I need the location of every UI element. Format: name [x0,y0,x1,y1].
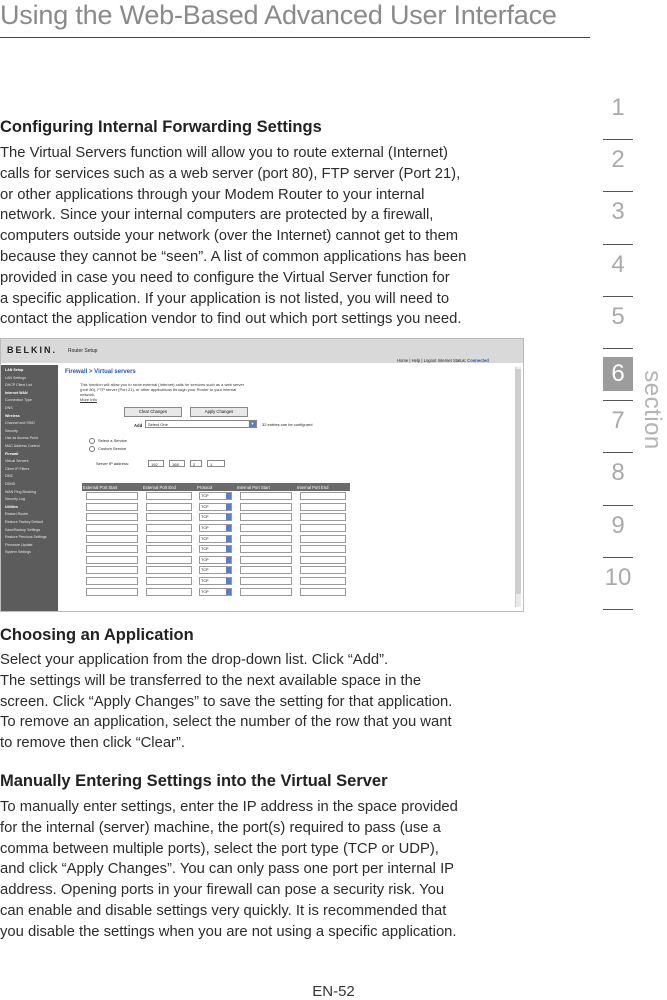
table-cell [142,523,196,534]
external-port-start-input[interactable] [86,566,138,574]
sidebar-item[interactable]: Client IP Filters [5,466,30,471]
title-divider [0,37,590,38]
table-cell [142,586,196,597]
table-cell [196,523,236,534]
table-cell [196,555,236,566]
paragraph-line: computers outside your network (over the Internet) cannot get to them [0,228,459,245]
ip-octet-4[interactable]: 1 [207,460,225,467]
sidebar-item[interactable]: Security [5,428,18,433]
sidebar-heading: Wireless [5,413,20,418]
external-port-end-input[interactable] [146,566,192,574]
internal-port-end-input[interactable] [300,535,346,543]
internal-port-end-input[interactable] [300,566,346,574]
internal-port-start-input[interactable] [240,545,292,553]
external-port-start-input[interactable] [86,588,138,596]
table-cell [296,586,350,597]
external-port-end-input[interactable] [146,503,192,511]
sidebar-item[interactable]: Use as Access Point [5,436,38,441]
table-row [82,555,350,566]
breadcrumb: Firewall > Virtual servers [65,369,136,375]
internal-port-end-input[interactable] [300,556,346,564]
sidebar-heading: Firewall [5,451,19,456]
paragraph-line: The Virtual Servers function will allow you to route external (Internet) [0,145,448,161]
application-select-value: Select One [148,422,168,427]
internal-port-start-input[interactable] [240,492,292,500]
chevron-down-icon[interactable] [226,567,231,573]
section-nav-item[interactable] [603,192,633,244]
paragraph-line: The settings will be transferred to the next available space in the [0,672,422,689]
router-top-links [397,358,489,363]
section-number: 10 [604,563,632,591]
sidebar-heading: Utilities [5,504,18,509]
table-cell [196,502,236,513]
table-cell [142,502,196,513]
protocol-value: TCP [201,526,209,531]
section-divider [603,609,633,610]
external-port-end-input[interactable] [146,492,192,500]
internal-port-end-input[interactable] [300,513,346,521]
page-title: Using the Web-Based Advanced User Interface [0,0,557,30]
table-cell [142,533,196,544]
internal-port-start-input[interactable] [240,513,292,521]
radio-custom-service-label: Custom Service [98,446,127,451]
protocol-select[interactable] [199,566,232,574]
table-cell [142,555,196,566]
sidebar-item[interactable]: Channel and SSID [5,421,35,426]
paragraph-manually [0,797,565,943]
section-heading-manually: Manually Entering Settings into the Virtual Server [0,772,388,790]
sidebar-item[interactable]: System Settings [5,550,31,555]
table-cell [296,555,350,566]
table-cell [142,512,196,523]
column-header: External Port Start [82,483,142,491]
more-info-link[interactable]: More Info [80,397,97,402]
table-cell [82,533,142,544]
table-cell [236,533,296,544]
internal-port-start-input[interactable] [240,577,292,585]
protocol-select[interactable] [199,535,232,543]
paragraph-line: calls for services such as a web server (port 80), FTP server (Port 21), [0,165,461,182]
column-header: Internal Port End [296,483,350,491]
column-header: Internal Port Start [236,483,296,491]
table-cell [142,565,196,576]
paragraph-line: provided in case you need to configure the Virtual Server function for [0,269,450,286]
sidebar-heading: LAN Setup [5,368,24,372]
paragraph-line: contact the application vendor to find out which port settings you need. [0,311,462,328]
table-cell [296,533,350,544]
section-nav-item[interactable] [603,506,633,558]
external-port-end-input[interactable] [146,535,192,543]
protocol-value: TCP [201,579,209,584]
sidebar-item[interactable]: Security Log [5,497,25,502]
internal-port-end-input[interactable] [300,577,346,585]
table-cell [236,544,296,555]
section-number: 3 [611,198,625,226]
chevron-down-icon[interactable] [226,525,231,531]
sidebar-item[interactable]: LAN Settings [5,375,26,380]
internal-port-start-input[interactable] [240,556,292,564]
sidebar-item[interactable]: Restore Previous Settings [5,535,47,540]
section-nav-item[interactable] [603,349,633,401]
internet-status-label: Internet Status: [437,358,466,363]
section-nav [603,88,633,610]
section-heading-configuring: Configuring Internal Forwarding Settings [0,118,322,136]
paragraph-line: To manually enter settings, enter the IP address in the space provided [0,799,458,815]
table-cell [196,491,236,502]
external-port-end-input[interactable] [146,588,192,596]
table-row [82,533,350,544]
table-cell [196,512,236,523]
sidebar-item[interactable]: DHCP Client List [5,383,32,388]
sidebar-item[interactable]: MAC Address Control [5,444,40,448]
table-cell [236,576,296,587]
internet-status-value: Connected [467,358,489,363]
section-number: 6 [603,357,633,391]
table-cell [82,565,142,576]
internal-port-end-input[interactable] [300,503,346,511]
sidebar-item[interactable]: Virtual Servers [5,459,29,464]
protocol-select[interactable] [199,577,232,585]
sidebar-heading: Internet WAN [5,390,28,395]
application-select[interactable] [145,420,257,428]
protocol-select[interactable] [199,503,232,511]
table-cell [196,586,236,597]
section-nav-item[interactable] [603,453,633,505]
external-port-start-input[interactable] [86,577,138,585]
section-label-text: section [639,370,666,450]
section-number: 4 [611,250,625,278]
chevron-down-icon[interactable] [226,514,231,520]
paragraph-line: comma between multiple ports), select the port type (TCP or UDP), [0,840,439,857]
description-line: This function will allow you to route external (Internet) calls for services such as a web server [80,382,245,387]
paragraph-line: you disable the settings when you are not using a specific application. [0,923,457,940]
internal-port-start-input[interactable] [240,535,292,543]
sidebar-item[interactable]: DDNS [5,482,16,486]
radio-select-service[interactable] [89,438,95,444]
section-nav-item[interactable] [603,297,633,349]
protocol-value: TCP [201,589,209,594]
table-cell [82,523,142,534]
chevron-down-icon[interactable] [226,504,231,510]
table-cell [296,576,350,587]
table-header-row [82,483,350,491]
internal-port-start-input[interactable] [240,566,292,574]
router-main-panel [62,365,512,609]
table-cell [296,523,350,534]
chevron-down-icon[interactable] [226,546,231,552]
sidebar-item[interactable]: Restart Router [5,512,29,517]
table-cell [296,491,350,502]
paragraph-line: can enable and disable settings very quickly. It is recommended that [0,902,447,919]
column-header: External Port End [142,483,196,491]
table-cell [82,576,142,587]
server-ip-label: Server IP address: [96,461,130,466]
section-nav-item[interactable] [603,558,633,610]
paragraph-line: for the internal (server) machine, the port(s) required to pass (use a [0,819,441,836]
section-nav-item[interactable] [603,88,633,140]
table-row [82,502,350,513]
external-port-start-input[interactable] [86,524,138,532]
protocol-value: TCP [201,568,209,573]
chevron-down-icon[interactable] [226,493,231,499]
radio-select-service-label: Select a Service [98,438,127,443]
protocol-select[interactable] [199,524,232,532]
radio-custom-service[interactable] [89,446,95,452]
sidebar-item[interactable]: WAN Ping Blocking [5,489,37,494]
ip-octet-1[interactable]: 192 [148,460,164,467]
entries-note: 32 entries can be configured [262,422,313,427]
paragraph-line: or other applications through your Modem Router to your internal [0,186,425,203]
paragraph-choosing [0,650,565,754]
apply-changes-button[interactable]: Apply Changes [190,407,248,417]
router-sidebar [1,365,58,611]
paragraph-configuring [0,143,565,330]
router-setup-title: Router Setup [68,348,98,354]
external-port-start-input[interactable] [86,513,138,521]
table-cell [82,491,142,502]
sidebar-item[interactable]: DMZ [5,474,13,479]
description-line: (port 80), FTP server (Port 21), or other applications through your Router to your internal [80,387,237,392]
protocol-value: TCP [201,504,209,509]
paragraph-line: because they cannot be “seen”. A list of common applications has been [0,248,467,265]
paragraph-line: To remove an application, select the number of the row that you want [0,714,452,731]
chevron-down-icon[interactable] [226,589,231,595]
table-cell [236,586,296,597]
paragraph-line: screen. Click “Apply Changes” to save the setting for that application. [0,693,453,710]
sidebar-item[interactable]: Save/Backup Settings [5,527,41,532]
paragraph-line: Select your application from the drop-down list. Click “Add”. [0,652,389,668]
protocol-value: TCP [201,494,209,499]
section-number: 7 [611,407,625,435]
table-cell [296,544,350,555]
table-cell [82,544,142,555]
table-cell [142,491,196,502]
chevron-down-icon[interactable] [226,578,231,584]
table-cell [142,576,196,587]
section-number: 5 [611,302,625,330]
paragraph-line: address. Opening ports in your firewall can pose a security risk. You [0,882,445,899]
sidebar-item[interactable]: Restore Factory Default [5,520,43,524]
table-cell [196,544,236,555]
chevron-down-icon[interactable] [226,536,231,542]
paragraph-line: a specific application. If your application is not listed, you will need to [0,290,450,307]
ip-octet-3[interactable]: 2 [190,460,202,467]
external-port-end-input[interactable] [146,524,192,532]
section-heading-choosing: Choosing an Application [0,626,194,644]
chevron-down-icon[interactable]: ▼ [250,421,255,426]
internal-port-start-input[interactable] [240,588,292,596]
sidebar-item[interactable]: DNS [5,406,13,410]
table-row [82,512,350,523]
ip-octet-2[interactable]: 168 [169,460,185,467]
protocol-select[interactable] [199,492,232,500]
table-row [82,576,350,587]
internal-port-end-input[interactable] [300,545,346,553]
table-cell [82,586,142,597]
paragraph-line: to remove then click “Clear”. [0,735,186,752]
table-row [82,544,350,555]
table-cell [82,555,142,566]
table-row [82,523,350,534]
top-links[interactable]: Home | Help | Logout [397,358,437,363]
internal-port-start-input[interactable] [240,524,292,532]
table-cell [236,512,296,523]
table-cell [296,512,350,523]
external-port-end-input[interactable] [146,513,192,521]
protocol-value: TCP [201,515,209,520]
router-setup-screenshot [0,338,524,612]
table-cell [196,533,236,544]
external-port-start-input[interactable] [86,545,138,553]
table-cell [296,502,350,513]
sidebar-item[interactable]: Firmware Update [5,542,33,547]
table-cell [296,565,350,576]
table-cell [82,502,142,513]
section-number: 8 [611,459,625,487]
external-port-end-input[interactable] [146,545,192,553]
column-header: Protocol [196,483,236,491]
protocol-select[interactable] [199,588,232,596]
scrollbar[interactable] [515,367,521,607]
paragraph-line: network. Since your internal computers are protected by a firewall, [0,207,434,224]
external-port-end-input[interactable] [146,556,192,564]
chevron-down-icon[interactable] [226,557,231,563]
table-cell [236,565,296,576]
protocol-select[interactable] [199,556,232,564]
internal-port-end-input[interactable] [300,492,346,500]
paragraph-line: and click “Apply Changes”. You can only pass one port per internal IP [0,861,455,878]
scrollbar-thumb[interactable] [516,369,521,594]
table-row [82,586,350,597]
external-port-start-input[interactable] [86,535,138,543]
external-port-start-input[interactable] [86,503,138,511]
section-nav-item[interactable] [603,140,633,192]
table-row [82,565,350,576]
clear-changes-button[interactable]: Clear Changes [124,407,182,417]
external-port-start-input[interactable] [86,556,138,564]
table-cell [196,565,236,576]
section-number: 1 [611,94,625,121]
protocol-value: TCP [201,557,209,562]
section-label [639,350,666,470]
add-label: Add [134,423,143,428]
virtual-servers-description [80,382,340,402]
table-cell [236,523,296,534]
section-nav-item[interactable] [603,245,633,297]
table-cell [236,502,296,513]
table-cell [142,544,196,555]
table-cell [236,555,296,566]
table-cell [82,512,142,523]
section-number: 9 [611,511,625,539]
virtual-server-table [82,483,350,597]
protocol-select[interactable] [199,545,232,553]
internal-port-end-input[interactable] [300,588,346,596]
internal-port-end-input[interactable] [300,524,346,532]
sidebar-item[interactable]: Connection Type [5,398,32,403]
section-nav-item[interactable] [603,401,633,453]
external-port-end-input[interactable] [146,577,192,585]
section-number: 2 [611,146,625,174]
table-cell [236,491,296,502]
page-number: EN-52 [312,983,355,1000]
table-row [82,491,350,502]
router-top-bar [1,339,523,363]
protocol-value: TCP [201,547,209,552]
internal-port-start-input[interactable] [240,503,292,511]
description-line: network. [80,392,96,397]
external-port-start-input[interactable] [86,492,138,500]
protocol-value: TCP [201,536,209,541]
table-cell [196,576,236,587]
belkin-logo: BELKIN. [7,345,57,355]
protocol-select[interactable] [199,513,232,521]
